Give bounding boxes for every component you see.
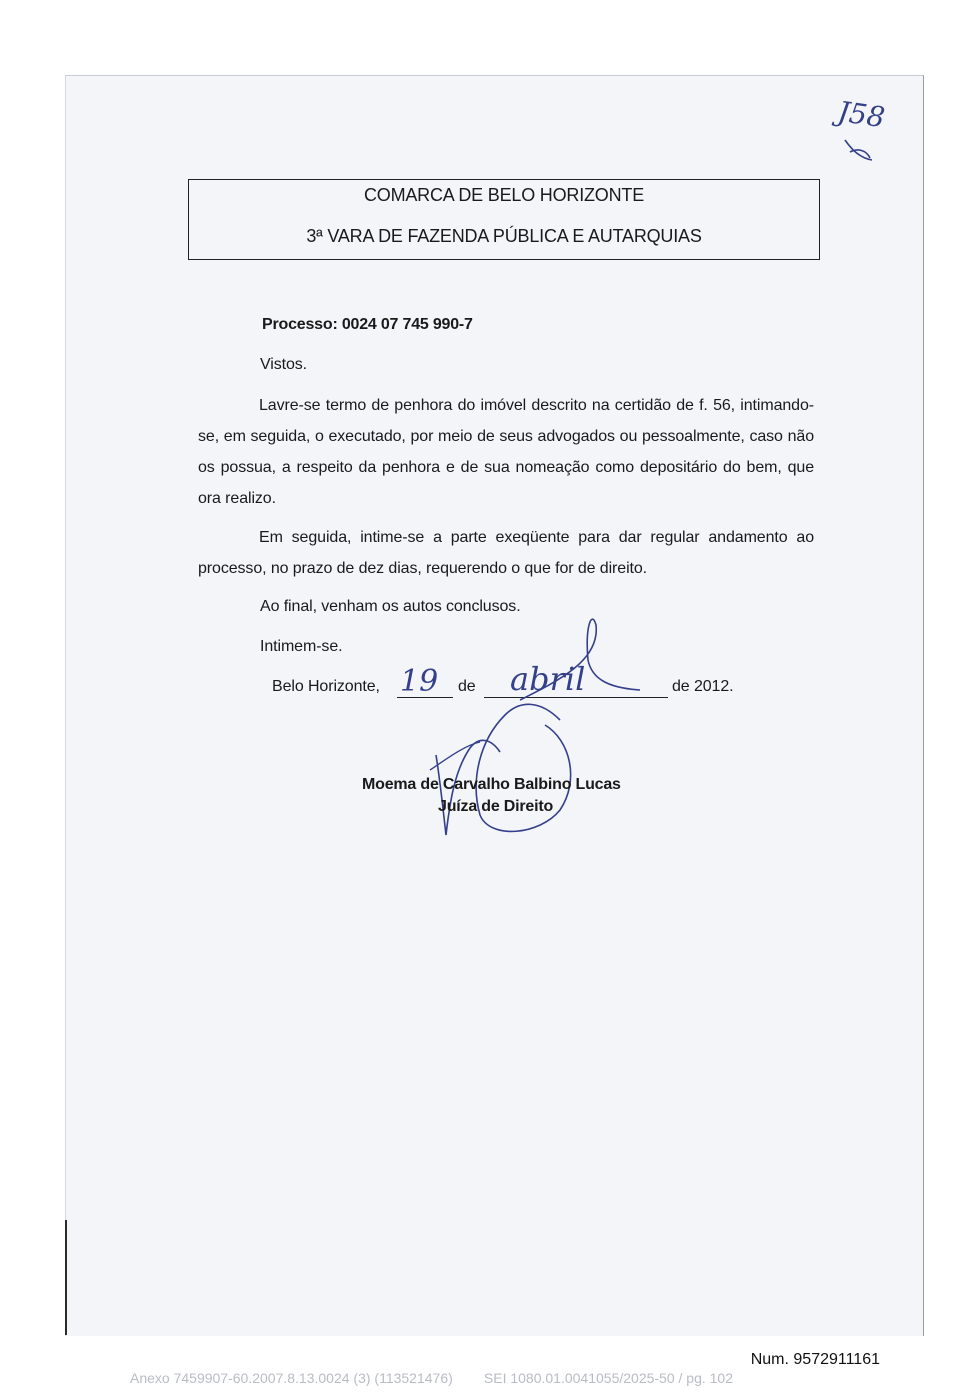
closing-text: Ao final, venham os autos conclusos. xyxy=(260,598,521,615)
court-division: 3ª VARA DE FAZENDA PÚBLICA E AUTARQUIAS xyxy=(306,226,702,246)
process-number: Processo: 0024 07 745 990-7 xyxy=(262,316,473,333)
date-prefix: Belo Horizonte, xyxy=(272,678,380,695)
paragraph-intimacao: Em seguida, intime-se a parte exeqüente para dar regular andamento ao processo, no prazo de dez dias, requerendo o que for de direito. xyxy=(198,529,814,577)
intimem-text: Intimem-se. xyxy=(260,638,343,655)
date-year: de 2012. xyxy=(672,678,734,695)
date-de: de xyxy=(458,678,476,695)
document-number: Num. 9572911161 xyxy=(750,1351,880,1368)
signer-title: Juíza de Direito xyxy=(438,798,554,815)
paragraph-penhora: Lavre-se termo de penhora do imóvel descrito na certidão de f. 56, intimando-se, em seguida, o executado, por meio de seus advogados ou pessoalmente, caso não os possua, a respeito da penhora e de sua nomeação como depositário do bem, que ora realizo. xyxy=(198,397,814,507)
footer-metadata: Anexo 7459907-60.2007.8.13.0024 (3) (113521476) SEI 1080.01.0041055/2025-50 / pg. 102 xyxy=(130,1370,733,1386)
vistos-text: Vistos. xyxy=(260,356,308,373)
signer-name: Moema de Carvalho Balbino Lucas xyxy=(362,776,621,793)
margin-page-number: J58 xyxy=(835,94,887,135)
handwritten-month: abril xyxy=(510,660,586,698)
handwritten-day: 19 xyxy=(400,664,439,699)
court-name: COMARCA DE BELO HORIZONTE xyxy=(363,185,645,205)
